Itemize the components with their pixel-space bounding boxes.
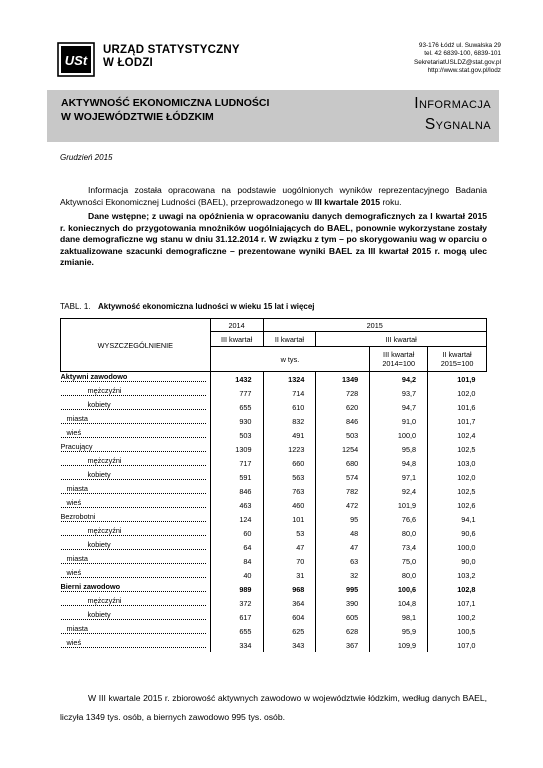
intro-paragraph-2: Dane wstępne; z uwagi na opóźnienia w opracowaniu danych demograficznych za I kwartał 2015 r. koniecznych do przygotowania mnożników uogólniających do BAEL, ponownie wykorzystane zostały dane demograficzne wg stanu w dniu 31.12.2014 r. W związku z tym – po skorygowaniu wag w oparciu o zaktualizowane szacunki demograficzne – prezentowane wyniki BAEL za III kwartał 2015 r. mogą ulec zmianie. xyxy=(60,211,487,267)
row-label-cell xyxy=(61,372,211,387)
header-cell: w tys. xyxy=(210,347,370,372)
row-label: Aktywni zawodowo xyxy=(60,372,128,381)
value-cell: 777 xyxy=(210,386,263,400)
row-label: kobiety xyxy=(87,400,111,409)
address-line: tel. 42 6839-100, 6839-101 xyxy=(424,50,501,58)
row-label-cell xyxy=(61,526,211,540)
value-cell: 343 xyxy=(263,638,316,652)
value-cell: 460 xyxy=(263,498,316,512)
value-cell: 47 xyxy=(263,540,316,554)
row-label-cell xyxy=(61,442,211,456)
title-banner xyxy=(47,90,499,142)
value-cell: 782 xyxy=(316,484,370,498)
row-label: kobiety xyxy=(87,540,111,549)
value-cell: 95,9 xyxy=(370,624,428,638)
value-cell: 832 xyxy=(263,414,316,428)
value-cell: 628 xyxy=(316,624,370,638)
table-row xyxy=(61,414,487,428)
leader-dots xyxy=(61,563,206,564)
publication-date: Grudzień 2015 xyxy=(60,153,113,162)
value-cell: 372 xyxy=(210,596,263,610)
summary-paragraph: W III kwartale 2015 r. zbiorowość aktywnych zawodowo w województwie łódzkim, według danych BAEL, liczyła 1349 tys. osób, a biernych zawodowo 995 tys. osób. xyxy=(60,693,487,722)
value-cell: 95,8 xyxy=(370,442,428,456)
table-row xyxy=(61,386,487,400)
row-label-cell xyxy=(61,414,211,428)
value-cell: 102,8 xyxy=(457,584,476,594)
value-cell: 574 xyxy=(316,470,370,484)
value-cell: 107,1 xyxy=(457,598,476,608)
table-row xyxy=(61,400,487,414)
leader-dots xyxy=(61,549,206,550)
value-cell: 604 xyxy=(263,610,316,624)
row-label: miasta xyxy=(66,484,88,493)
row-label: mężczyźni xyxy=(87,596,122,605)
value-cell: 70 xyxy=(263,554,316,568)
row-label: miasta xyxy=(66,624,88,633)
document-title xyxy=(61,96,269,124)
value-cell: 109,9 xyxy=(370,638,428,652)
value-cell: 93,7 xyxy=(370,386,428,400)
header-cell: 2014 xyxy=(210,319,263,332)
address-block xyxy=(414,42,501,76)
leader-dots xyxy=(61,507,206,508)
header-cell xyxy=(370,347,428,372)
value-cell: 100,0 xyxy=(457,542,476,552)
intro-highlight: III kwartale 2015 xyxy=(314,196,381,207)
value-cell: 655 xyxy=(210,400,263,414)
leader-dots xyxy=(61,479,206,480)
value-cell: 503 xyxy=(316,428,370,442)
value-cell: 80,0 xyxy=(370,526,428,540)
value-cell: 1309 xyxy=(210,442,263,456)
row-label: kobiety xyxy=(87,610,111,619)
leader-dots xyxy=(61,521,206,522)
summary-text xyxy=(60,689,487,727)
row-label-cell xyxy=(61,386,211,400)
value-cell: 48 xyxy=(316,526,370,540)
table-caption xyxy=(60,302,315,311)
value-cell: 102,0 xyxy=(457,472,476,482)
row-label: mężczyźni xyxy=(87,526,122,535)
value-cell: 102,5 xyxy=(457,486,476,496)
leader-dots xyxy=(61,647,206,648)
value-cell: 1432 xyxy=(210,372,263,387)
value-cell: 625 xyxy=(263,624,316,638)
header-cell: III kwartał xyxy=(210,332,263,347)
value-cell: 968 xyxy=(263,582,316,596)
value-cell: 63 xyxy=(316,554,370,568)
row-label: wieś xyxy=(66,428,82,437)
leader-dots xyxy=(61,381,206,382)
value-cell: 101,9 xyxy=(428,372,487,387)
address-line: SekretariatUSLDZ@stat.gov.pl xyxy=(414,58,501,66)
table-title: Aktywność ekonomiczna ludności w wieku 15 lat i więcej xyxy=(98,302,315,311)
row-label: mężczyźni xyxy=(87,386,122,395)
publication-type-line1: Informacja xyxy=(414,95,491,112)
row-label-cell xyxy=(61,470,211,484)
intro-text xyxy=(60,185,487,269)
value-cell: 617 xyxy=(210,610,263,624)
row-label-cell xyxy=(61,568,211,582)
value-cell: 1223 xyxy=(263,442,316,456)
value-cell: 655 xyxy=(210,624,263,638)
value-cell: 64 xyxy=(210,540,263,554)
value-cell: 846 xyxy=(210,484,263,498)
row-label-cell xyxy=(61,484,211,498)
value-cell: 390 xyxy=(316,596,370,610)
leader-dots xyxy=(61,591,206,592)
row-label: kobiety xyxy=(87,470,111,479)
leader-dots xyxy=(61,619,206,620)
table-row xyxy=(61,610,487,624)
org-name-line1: URZĄD STATYSTYCZNY xyxy=(103,44,240,56)
value-cell: 84 xyxy=(210,554,263,568)
value-cell: 334 xyxy=(210,638,263,652)
row-label-cell xyxy=(61,456,211,470)
value-cell: 101,7 xyxy=(457,416,476,426)
logo-text: USt xyxy=(64,53,88,68)
value-cell: 846 xyxy=(316,414,370,428)
value-cell: 1349 xyxy=(316,372,370,387)
value-cell: 100,0 xyxy=(370,428,428,442)
value-cell: 472 xyxy=(316,498,370,512)
value-cell: 100,2 xyxy=(457,612,476,622)
value-cell: 102,0 xyxy=(457,388,476,398)
value-cell: 101 xyxy=(263,512,316,526)
value-cell: 124 xyxy=(210,512,263,526)
publication-type-line2: Sygnalna xyxy=(424,116,491,133)
leader-dots xyxy=(61,395,206,396)
value-cell: 620 xyxy=(316,400,370,414)
value-cell: 32 xyxy=(316,568,370,582)
row-label-cell xyxy=(61,428,211,442)
value-cell: 31 xyxy=(263,568,316,582)
value-cell: 53 xyxy=(263,526,316,540)
leader-dots xyxy=(61,437,206,438)
value-cell: 1254 xyxy=(316,442,370,456)
table-row xyxy=(61,526,487,540)
value-cell: 104,8 xyxy=(370,596,428,610)
header-cell-line: 2015=100 xyxy=(440,359,474,368)
value-cell: 605 xyxy=(316,610,370,624)
leader-dots xyxy=(61,465,206,466)
table-row xyxy=(61,540,487,554)
value-cell: 1324 xyxy=(263,372,316,387)
header-cell: 2015 xyxy=(263,319,487,332)
org-name xyxy=(103,44,240,70)
value-cell: 680 xyxy=(316,456,370,470)
header-cell xyxy=(428,347,487,372)
row-label-cell xyxy=(61,498,211,512)
value-cell: 103,2 xyxy=(457,570,476,580)
data-table xyxy=(60,318,487,652)
value-cell: 75,0 xyxy=(370,554,428,568)
row-label: Bierni zawodowo xyxy=(60,582,121,591)
value-cell: 463 xyxy=(210,498,263,512)
row-label-cell xyxy=(61,610,211,624)
leader-dots xyxy=(61,423,206,424)
row-label: wieś xyxy=(66,568,82,577)
value-cell: 94,8 xyxy=(370,456,428,470)
value-cell: 364 xyxy=(263,596,316,610)
table-row xyxy=(61,428,487,442)
value-cell: 47 xyxy=(316,540,370,554)
value-cell: 100,6 xyxy=(370,582,428,596)
table-row xyxy=(61,456,487,470)
value-cell: 90,6 xyxy=(461,528,476,538)
table-row xyxy=(61,470,487,484)
value-cell: 591 xyxy=(210,470,263,484)
table-row xyxy=(61,512,487,526)
value-cell: 102,5 xyxy=(457,444,476,454)
value-cell: 714 xyxy=(263,386,316,400)
row-label-cell xyxy=(61,554,211,568)
row-label-cell xyxy=(61,512,211,526)
address-line: http://www.stat.gov.pl/lodz xyxy=(427,67,501,75)
value-cell: 76,6 xyxy=(370,512,428,526)
table-row xyxy=(61,484,487,498)
row-label-cell xyxy=(61,400,211,414)
value-cell: 92,4 xyxy=(370,484,428,498)
value-cell: 94,1 xyxy=(461,514,476,524)
gus-logo xyxy=(57,42,95,77)
table-row xyxy=(61,596,487,610)
value-cell: 717 xyxy=(210,456,263,470)
leader-dots xyxy=(61,493,206,494)
value-cell: 367 xyxy=(316,638,370,652)
leader-dots xyxy=(61,409,206,410)
value-cell: 107,0 xyxy=(457,640,476,650)
row-label-cell xyxy=(61,638,211,652)
value-cell: 100,5 xyxy=(457,626,476,636)
value-cell: 930 xyxy=(210,414,263,428)
row-label-cell xyxy=(61,582,211,596)
value-cell: 102,6 xyxy=(457,500,476,510)
table-row xyxy=(61,442,487,456)
table-body xyxy=(61,372,487,653)
value-cell: 94,7 xyxy=(370,400,428,414)
row-label: mężczyźni xyxy=(87,456,122,465)
value-cell: 102,4 xyxy=(457,430,476,440)
value-cell: 90,0 xyxy=(461,556,476,566)
leader-dots xyxy=(61,535,206,536)
value-cell: 60 xyxy=(210,526,263,540)
header-cell: II kwartał xyxy=(263,332,316,347)
row-label: miasta xyxy=(66,554,88,563)
row-label: wieś xyxy=(66,638,82,647)
value-cell: 40 xyxy=(210,568,263,582)
value-cell: 101,9 xyxy=(370,498,428,512)
publication-type xyxy=(414,93,491,135)
table-row xyxy=(61,582,487,596)
value-cell: 95 xyxy=(316,512,370,526)
leader-dots xyxy=(61,605,206,606)
row-label-cell xyxy=(61,596,211,610)
org-name-line2: W ŁODZI xyxy=(103,57,153,69)
leader-dots xyxy=(61,633,206,634)
intro-paragraph-1 xyxy=(60,185,487,208)
value-cell: 94,2 xyxy=(370,372,428,387)
value-cell: 91,0 xyxy=(370,414,428,428)
row-label: wieś xyxy=(66,498,82,507)
row-label-cell xyxy=(61,540,211,554)
row-label: Pracujący xyxy=(60,442,93,451)
value-cell: 989 xyxy=(210,582,263,596)
intro-text-part: Informacja została opracowana na podstawie uogólnionych wyników reprezentacyjnego Badania Aktywności Ekonomicznej Ludności (BAEL), przeprowadzonego w xyxy=(60,185,487,207)
value-cell: 80,0 xyxy=(370,568,428,582)
value-cell: 610 xyxy=(263,400,316,414)
value-cell: 728 xyxy=(316,386,370,400)
row-label: Bezrobotni xyxy=(60,512,96,521)
header-cell-line: III kwartał xyxy=(383,350,415,359)
header-cell-line: 2014=100 xyxy=(382,359,415,368)
value-cell: 995 xyxy=(316,582,370,596)
value-cell: 97,1 xyxy=(370,470,428,484)
table-row xyxy=(61,554,487,568)
table-row xyxy=(61,568,487,582)
value-cell: 660 xyxy=(263,456,316,470)
value-cell: 763 xyxy=(263,484,316,498)
document-title-line1: AKTYWNOŚĆ EKONOMICZNA LUDNOŚCI xyxy=(61,97,270,109)
header-cell: WYSZCZEGÓLNIENIE xyxy=(61,319,211,372)
value-cell: 563 xyxy=(263,470,316,484)
leader-dots xyxy=(61,577,206,578)
table-row xyxy=(61,372,487,387)
table-row xyxy=(61,624,487,638)
leader-dots xyxy=(61,451,206,452)
address-line: 93-176 Łódź ul. Suwalska 29 xyxy=(418,42,501,49)
value-cell: 73,4 xyxy=(370,540,428,554)
value-cell: 491 xyxy=(263,428,316,442)
value-cell: 503 xyxy=(210,428,263,442)
value-cell: 98,1 xyxy=(370,610,428,624)
value-cell: 101,6 xyxy=(457,402,476,412)
table-label: TABL. 1. xyxy=(60,302,91,311)
table-row xyxy=(61,638,487,652)
table-row xyxy=(61,498,487,512)
value-cell: 103,0 xyxy=(457,458,476,468)
header-cell: III kwartał xyxy=(316,332,487,347)
header-cell-line: II kwartał xyxy=(442,350,472,359)
row-label: miasta xyxy=(66,414,88,423)
intro-text-part: roku. xyxy=(380,196,402,207)
row-label-cell xyxy=(61,624,211,638)
document-title-line2: W WOJEWÓDZTWIE ŁÓDZKIM xyxy=(61,111,214,123)
